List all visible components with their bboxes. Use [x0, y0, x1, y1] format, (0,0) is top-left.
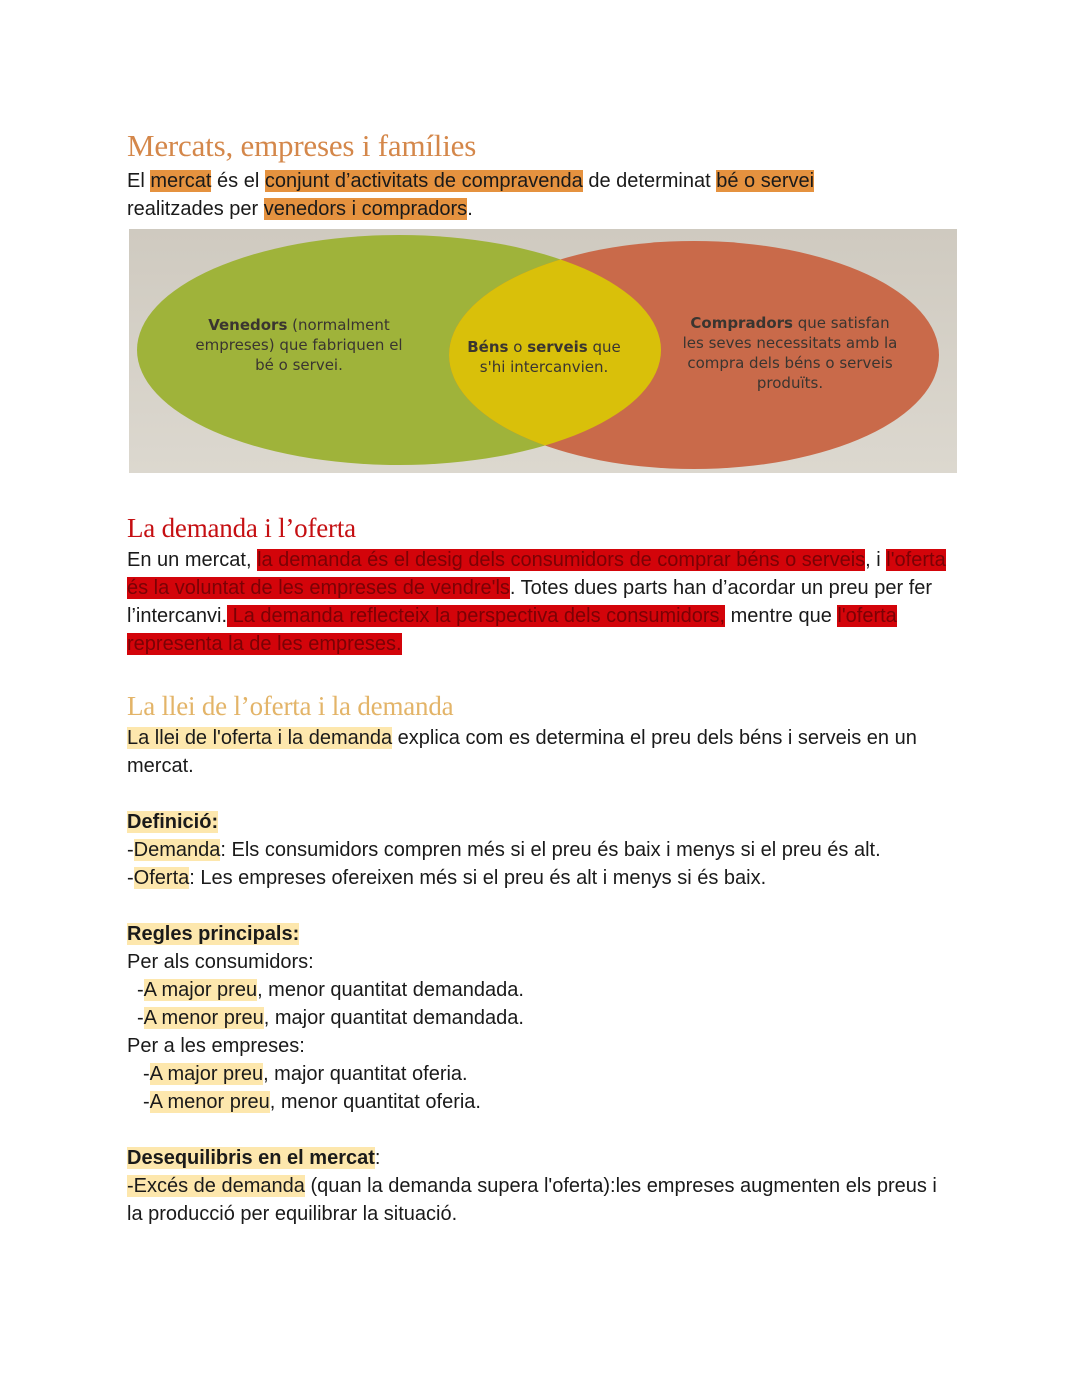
empreses-title: Per a les empreses:	[127, 1034, 305, 1057]
text: compra dels béns o serveis	[687, 353, 893, 372]
section-title-mercats: Mercats, empreses i famílies	[127, 128, 477, 163]
text: (quan la demanda supera l'oferta):les empreses augmenten els preus i la producció per equilibrar la situació.	[127, 1174, 937, 1225]
text: -	[127, 866, 134, 889]
desequilibris-title	[127, 1144, 957, 1172]
paragraph-demanda-oferta	[127, 546, 953, 658]
section-title-llei: La llei de l’oferta i la demanda	[127, 690, 454, 721]
text: El	[127, 169, 151, 192]
venn-venedors-bold: Venedors	[208, 315, 288, 334]
text: , major quantitat demandada.	[263, 1006, 524, 1029]
text: que	[587, 337, 621, 356]
text: , menor quantitat oferia.	[269, 1090, 481, 1113]
highlight-regles: Regles principals:	[127, 922, 300, 945]
regles-title	[127, 920, 957, 948]
paragraph-mercat-definition	[127, 167, 957, 223]
text: mentre que	[725, 604, 838, 627]
highlight-conjunt: conjunt d’activitats de compravenda	[264, 169, 583, 192]
highlight-menor-preu: A menor preu	[149, 1090, 270, 1113]
text: , menor quantitat demandada.	[257, 978, 524, 1001]
text: realitzades per	[127, 197, 264, 220]
paragraph-llei-intro	[127, 724, 953, 780]
spacer	[127, 892, 957, 920]
text: :	[374, 1146, 381, 1169]
text: produïts.	[756, 373, 824, 392]
text: : Les empreses ofereixen més si el preu és alt i menys si és baix.	[189, 866, 767, 889]
highlight-mercat: mercat	[150, 169, 212, 192]
text: : Els consumidors compren més si el preu és baix i menys si el preu és alt.	[220, 838, 881, 861]
text: , i	[865, 548, 887, 571]
venn-label-venedors	[169, 315, 429, 375]
venn-diagram-image	[129, 229, 957, 473]
highlight-menor-preu: A menor preu	[143, 1006, 264, 1029]
text: que satisfan	[792, 313, 890, 332]
text: , major quantitat oferia.	[263, 1062, 468, 1085]
regla-empreses-1	[127, 1060, 957, 1088]
text: de determinat	[582, 169, 717, 192]
text: -	[143, 1090, 150, 1113]
highlight-oferta: Oferta	[133, 866, 190, 889]
highlight-major-preu: A major preu	[143, 978, 258, 1001]
text: s'hi intercanvien.	[479, 357, 609, 376]
text: .	[467, 197, 473, 220]
highlight-demanda-desig: la demanda és el desig dels consumidors de comprar béns o serveis	[257, 548, 866, 571]
venn-label-compradors	[659, 313, 921, 393]
text: les seves necessitats amb la	[682, 333, 898, 352]
text: bé o servei.	[255, 355, 343, 374]
venn-serveis-bold: serveis	[527, 337, 588, 356]
text: En un mercat,	[127, 548, 258, 571]
text: -	[143, 1062, 150, 1085]
definicio-demanda	[127, 836, 957, 864]
highlight-venedors-compradors: venedors i compradors	[263, 197, 468, 220]
document-page	[127, 128, 957, 1228]
definicio-oferta	[127, 864, 957, 892]
highlight-exces-demanda: -Excés de demanda	[127, 1174, 305, 1197]
regla-empreses-2	[127, 1088, 957, 1116]
regla-consumidors-1	[127, 976, 957, 1004]
definicio-title	[127, 808, 957, 836]
spacer	[127, 1116, 957, 1144]
text: -	[137, 978, 144, 1001]
text: -	[127, 838, 134, 861]
text: explica com es determina el preu dels béns i serveis en un mercat.	[127, 726, 917, 777]
venn-bens-bold: Béns	[467, 337, 509, 356]
text: . Totes dues parts han d’acordar un preu per fer l’intercanvi.	[127, 576, 933, 627]
text: -	[137, 1006, 144, 1029]
highlight-demanda-perspectiva: La demanda reflecteix la perspectiva dels consumidors,	[227, 604, 726, 627]
highlight-llei: La llei de l'oferta i la demanda	[127, 726, 393, 749]
highlight-definicio: Definició:	[127, 810, 219, 833]
spacer	[127, 780, 957, 808]
highlight-oferta-voluntat: l'oferta és la voluntat de les empreses de vendre'ls	[127, 548, 946, 599]
highlight-demanda: Demanda	[133, 838, 221, 861]
text: o	[508, 337, 528, 356]
regla-consumidors-2	[127, 1004, 957, 1032]
highlight-oferta-empreses: l'oferta representa la de les empreses.	[127, 604, 897, 655]
text: (normalment	[287, 315, 390, 334]
highlight-be-servei: bé o servei	[716, 169, 815, 192]
section-title-demanda-oferta: La demanda i l’oferta	[127, 512, 356, 543]
text: és el	[211, 169, 265, 192]
venn-label-bens	[451, 337, 637, 377]
text: empreses) que fabriquen el	[195, 335, 403, 354]
exces-demanda	[127, 1172, 953, 1228]
highlight-major-preu: A major preu	[149, 1062, 264, 1085]
highlight-desequilibris: Desequilibris en el mercat	[127, 1146, 375, 1169]
venn-compradors-bold: Compradors	[690, 313, 793, 332]
consumidors-title: Per als consumidors:	[127, 950, 314, 973]
